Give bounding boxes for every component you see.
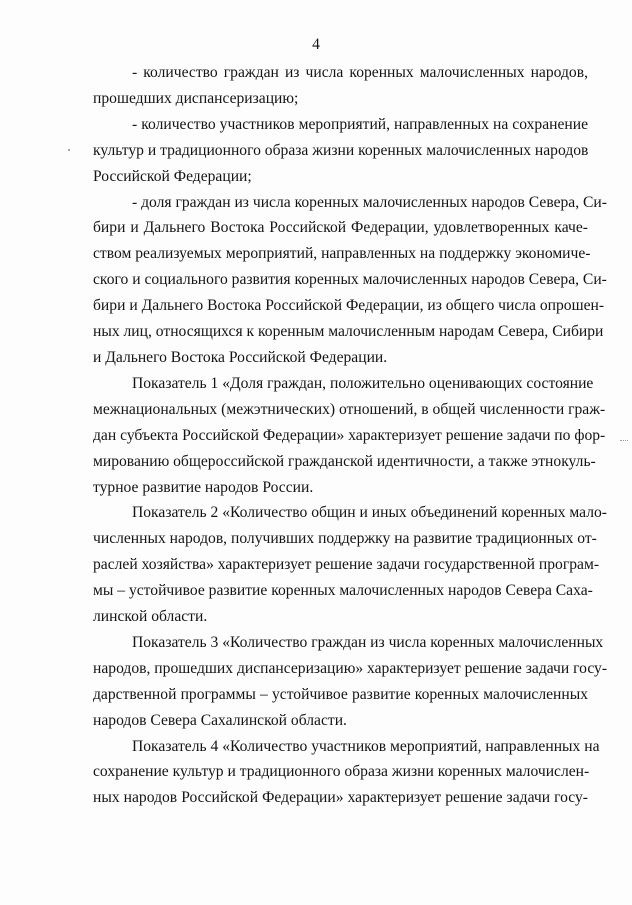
text-line: бири и Дальнего Востока Российской Федерации, удовлетворенных каче- — [93, 219, 588, 237]
text-line: ством реализуемых мероприятий, направленных на поддержку экономиче- — [93, 245, 591, 263]
text-line: межнациональных (межэтнических) отношений, в общей численности граж- — [93, 400, 606, 418]
text-line: дарственной программы – устойчивое развитие коренных малочисленных — [93, 685, 588, 703]
text-line: сохранение культур и традиционного образа жизни коренных малочислен- — [93, 763, 590, 781]
scan-artifact-dot — [68, 149, 70, 151]
text-line: Показатель 4 «Количество участников мероприятий, направленных на — [132, 737, 600, 755]
text-line: Показатель 2 «Количество общин и иных объединений коренных мало- — [132, 504, 607, 522]
paragraph-indicator-list-item-1 — [93, 60, 588, 112]
text-line: линской области. — [93, 608, 208, 626]
page-number: 4 — [312, 36, 320, 53]
text-line: раслей хозяйства» характеризует решение задачи государственной програм- — [93, 556, 600, 574]
text-line: Показатель 3 «Количество граждан из числа коренных малочисленных — [132, 633, 604, 651]
document-body — [93, 60, 608, 811]
text-line: Российской Федерации; — [93, 167, 252, 185]
paragraph-indicator-1 — [93, 371, 606, 501]
paragraph-indicator-2 — [93, 500, 607, 630]
scan-artifact-edge — [620, 440, 628, 444]
text-line: Показатель 1 «Доля граждан, положительно оценивающих состояние — [132, 374, 594, 392]
paragraph-indicator-3 — [93, 630, 608, 734]
text-line: и Дальнего Востока Российской Федерации. — [93, 348, 388, 366]
text-line: прошедших диспансеризацию; — [93, 89, 299, 107]
paragraph-indicator-4 — [93, 734, 600, 812]
text-line: культур и традиционного образа жизни коренных малочисленных народов — [93, 141, 589, 159]
text-line: - количество участников мероприятий, направленных на сохранение — [132, 115, 588, 133]
text-line: ных народов Российской Федерации» характеризует решение задачи госу- — [93, 789, 588, 807]
text-line: мы – устойчивое развитие коренных малочисленных народов Севера Саха- — [93, 582, 593, 600]
paragraph-indicator-list-item-2 — [93, 112, 588, 190]
text-line: народов, прошедших диспансеризацию» характеризует решение задачи госу- — [93, 659, 608, 677]
text-line: дан субъекта Российской Федерации» характеризует решение задачи по фор- — [93, 426, 606, 444]
text-line: мированию общероссийской гражданской идентичности, а также этнокуль- — [93, 452, 596, 470]
paragraph-indicator-list-item-3 — [93, 190, 607, 371]
text-line: - доля граждан из числа коренных малочисленных народов Севера, Си- — [132, 193, 607, 211]
text-line: турное развитие народов России. — [93, 478, 314, 496]
text-line: ных лиц, относящихся к коренным малочисленным народам Севера, Сибири — [93, 323, 604, 341]
text-line: численных народов, получивших поддержку на развитие традиционных от- — [93, 530, 597, 548]
text-line: бири и Дальнего Востока Российской Федерации, из общего числа опрошен- — [93, 297, 605, 315]
text-line: ского и социального развития коренных малочисленных народов Севера, Си- — [93, 271, 607, 289]
text-line: народов Севера Сахалинской области. — [93, 711, 347, 729]
text-line: - количество граждан из числа коренных малочисленных народов, — [132, 64, 588, 81]
